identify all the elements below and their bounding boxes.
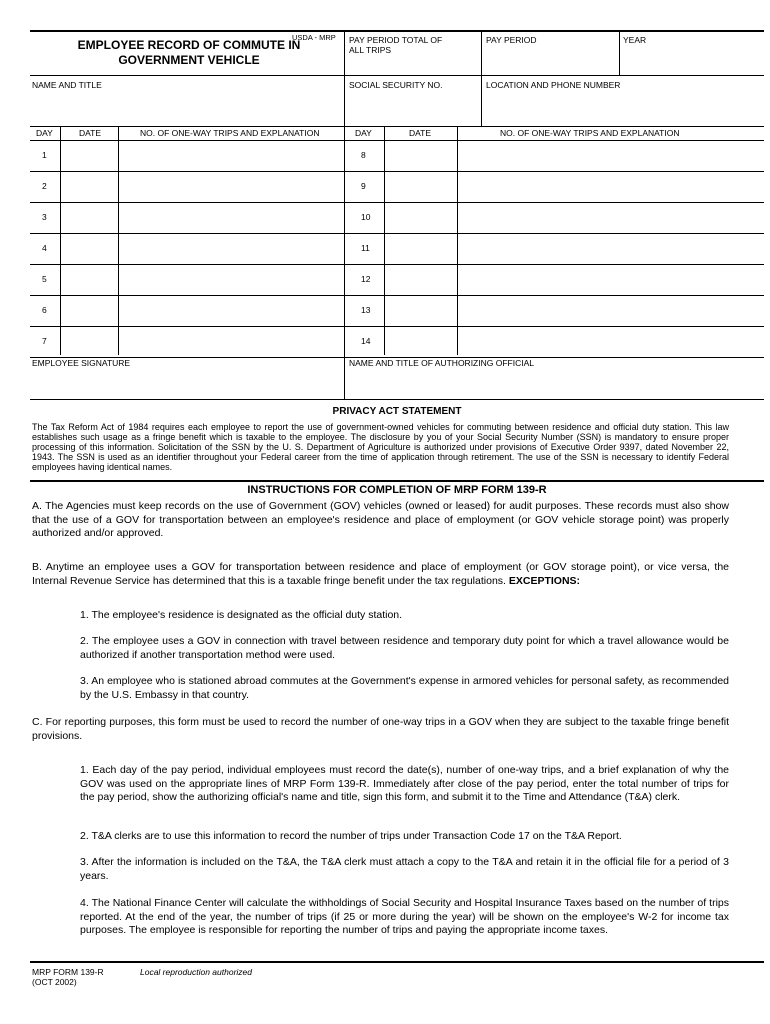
form-number bbox=[32, 967, 104, 987]
col-day-label: DAY bbox=[36, 128, 53, 138]
date-input[interactable] bbox=[62, 205, 120, 232]
row-line bbox=[30, 264, 764, 265]
day-number: 12 bbox=[361, 274, 371, 284]
date-input[interactable] bbox=[386, 205, 459, 232]
day-number: 14 bbox=[361, 336, 371, 346]
employee-signature-input[interactable] bbox=[32, 372, 344, 398]
instruction-a: A. The Agencies must keep records on the use of Government (GOV) vehicles (owned or leased) for audit purposes. These records must also show that the use of a GOV for transportation between an employee's residence and place of employment (or GOV vehicle storage point) was properly authorized and/or approved. bbox=[32, 500, 729, 539]
col-date-label: DATE bbox=[79, 128, 102, 138]
day-number: 5 bbox=[42, 274, 47, 284]
form-title-line2: GOVERNMENT VEHICLE bbox=[118, 53, 260, 67]
col-trips-label: NO. OF ONE-WAY TRIPS AND EXPLANATION bbox=[140, 128, 320, 138]
instruction-c3: 3. After the information is included on the T&A, the T&A clerk must attach a copy to the T&A and retain it in the official file for a period of 3 years. bbox=[80, 856, 729, 882]
row-line bbox=[30, 171, 764, 172]
bottom-rule bbox=[30, 961, 764, 963]
row-line bbox=[30, 202, 764, 203]
date-input[interactable] bbox=[62, 329, 120, 356]
col-day-label: DAY bbox=[355, 128, 372, 138]
date-input[interactable] bbox=[62, 267, 120, 294]
instruction-c4: 4. The National Finance Center will calculate the withholdings of Social Security and Hospital Insurance Taxes based on the number of trips reported. At the end of the year, the number of trips (if 25 or more during the year) will be shown on the employee's W-2 for income tax purposes. The employee is responsible for reporting the number of trips and paying the appropriate income taxes. bbox=[80, 897, 729, 936]
pay-period-label: PAY PERIOD bbox=[486, 35, 537, 45]
trips-input[interactable] bbox=[459, 329, 766, 356]
form-title bbox=[40, 38, 338, 68]
location-phone-input[interactable] bbox=[484, 94, 766, 124]
exception-2: 2. The employee uses a GOV in connection with travel between residence and temporary duty point for which a travel allowance would be authorized if another transportation method were used. bbox=[80, 635, 729, 661]
pay-period-total-input[interactable] bbox=[347, 56, 481, 74]
ssn-input[interactable] bbox=[347, 94, 481, 124]
top-border bbox=[30, 30, 764, 32]
privacy-text: The Tax Reform Act of 1984 requires each employee to report the use of government-owned vehicles for commuting between residence and official duty station. This law establishes such usage as a fringe benefit which is taxable to the employee. The disclosure by you of your Social Security Number (SSN) is mandatory to ensure proper processing of this information. Solicitation of the SSN by the U. S. Department of Agriculture is authorized under provisions of Executive Order 9397, dated November 22, 1943. The SSN is used as an identifier throughout your Federal career from the time of application through retirement. The use of the SSN is necessary to identify Federal employees having identical names. bbox=[32, 422, 729, 472]
form-number-text: MRP FORM 139-R bbox=[32, 967, 104, 977]
trips-input[interactable] bbox=[120, 174, 346, 201]
form-date-text: (OCT 2002) bbox=[32, 977, 77, 987]
date-input[interactable] bbox=[386, 143, 459, 170]
name-title-input[interactable] bbox=[32, 94, 344, 124]
day-number: 1 bbox=[42, 150, 47, 160]
trips-input[interactable] bbox=[459, 174, 766, 201]
date-input[interactable] bbox=[62, 298, 120, 325]
signature-bottom-line bbox=[30, 399, 764, 400]
year-label: YEAR bbox=[623, 35, 647, 45]
column-divider bbox=[60, 126, 61, 355]
authorizing-official-label: NAME AND TITLE OF AUTHORIZING OFFICIAL bbox=[349, 358, 534, 368]
date-input[interactable] bbox=[386, 174, 459, 201]
day-number: 8 bbox=[361, 150, 366, 160]
date-input[interactable] bbox=[386, 267, 459, 294]
trips-input[interactable] bbox=[120, 236, 346, 263]
date-input[interactable] bbox=[386, 298, 459, 325]
exception-1: 1. The employee's residence is designated as the official duty station. bbox=[80, 609, 403, 621]
authorizing-official-input[interactable] bbox=[347, 372, 766, 398]
exceptions-label: EXCEPTIONS: bbox=[508, 574, 581, 587]
section-rule bbox=[30, 480, 764, 482]
pay-period-total-label bbox=[349, 35, 442, 55]
date-input[interactable] bbox=[62, 174, 120, 201]
instructions-title: INSTRUCTIONS FOR COMPLETION OF MRP FORM 139-R bbox=[247, 484, 547, 496]
day-number: 11 bbox=[361, 243, 370, 253]
day-number: 13 bbox=[361, 305, 371, 315]
table-top-line bbox=[30, 126, 764, 127]
row-line bbox=[30, 326, 764, 327]
col-date-label: DATE bbox=[409, 128, 432, 138]
form-title-line1: EMPLOYEE RECORD OF COMMUTE IN bbox=[77, 38, 301, 52]
day-number: 10 bbox=[361, 212, 371, 222]
instruction-c: C. For reporting purposes, this form must be used to record the number of one-way trips in a GOV when they are subject to the taxable fringe benefit provisions. bbox=[32, 716, 729, 742]
col-trips-label: NO. OF ONE-WAY TRIPS AND EXPLANATION bbox=[500, 128, 680, 138]
day-number: 4 bbox=[42, 243, 47, 253]
trips-input[interactable] bbox=[459, 205, 766, 232]
name-title-label: NAME AND TITLE bbox=[32, 80, 102, 90]
employee-signature-label: EMPLOYEE SIGNATURE bbox=[32, 358, 131, 368]
ssn-label: SOCIAL SECURITY NO. bbox=[349, 80, 443, 90]
row-line bbox=[30, 75, 764, 76]
row-line bbox=[30, 140, 764, 141]
reproduction-note: Local reproduction authorized bbox=[140, 967, 252, 977]
instruction-c2: 2. T&A clerks are to use this information to record the number of trips under Transaction Code 17 on the T&A Report. bbox=[80, 830, 622, 842]
header-divider bbox=[344, 30, 345, 126]
header-divider bbox=[481, 30, 482, 126]
instruction-c1: 1. Each day of the pay period, individual employees must record the date(s), number of one-way trips, and a brief explanation of why the GOV was used on the appropriate lines of MRP Form 139-R. Immediately after close of the pay period, enter the total number of trips for the pay period, show the authorizing official's name and title, sign this form, and submit it to the Time and Attendance (T&A) clerk. bbox=[80, 764, 729, 803]
day-number: 6 bbox=[42, 305, 47, 315]
day-number: 3 bbox=[42, 212, 47, 222]
trips-input[interactable] bbox=[459, 236, 766, 263]
column-divider bbox=[384, 126, 385, 355]
trips-input[interactable] bbox=[459, 267, 766, 294]
date-input[interactable] bbox=[386, 236, 459, 263]
trips-input[interactable] bbox=[459, 143, 766, 170]
date-input[interactable] bbox=[62, 236, 120, 263]
privacy-title: PRIVACY ACT STATEMENT bbox=[332, 406, 462, 417]
trips-input[interactable] bbox=[120, 329, 346, 356]
location-phone-label: LOCATION AND PHONE NUMBER bbox=[486, 80, 621, 90]
date-input[interactable] bbox=[62, 143, 120, 170]
day-number: 2 bbox=[42, 181, 47, 191]
exception-3: 3. An employee who is stationed abroad commutes at the Government's expense in armored vehicles for personal safety, as recommended by the U.S. Embassy in that country. bbox=[80, 675, 729, 701]
instruction-b-text: B. Anytime an employee uses a GOV for transportation between residence and place of employment (or GOV storage point), or vice versa, the Internal Revenue Service has determined that this is a taxable fringe benefit under the tax regulations. bbox=[32, 561, 729, 587]
trips-input[interactable] bbox=[120, 205, 346, 232]
trips-input[interactable] bbox=[120, 298, 346, 325]
day-number: 9 bbox=[361, 181, 366, 191]
trips-input[interactable] bbox=[120, 267, 346, 294]
instruction-b bbox=[32, 561, 729, 588]
row-line bbox=[30, 233, 764, 234]
trips-input[interactable] bbox=[120, 143, 346, 170]
pay-period-total-line1: PAY PERIOD TOTAL OF bbox=[349, 35, 443, 45]
row-line bbox=[30, 295, 764, 296]
day-number: 7 bbox=[42, 336, 47, 346]
pay-period-total-line2: ALL TRIPS bbox=[349, 45, 392, 55]
trips-input[interactable] bbox=[459, 298, 766, 325]
pay-period-input[interactable] bbox=[484, 50, 620, 72]
agency-code: USDA - MRP bbox=[292, 33, 336, 42]
year-input[interactable] bbox=[622, 50, 766, 72]
date-input[interactable] bbox=[386, 329, 459, 356]
